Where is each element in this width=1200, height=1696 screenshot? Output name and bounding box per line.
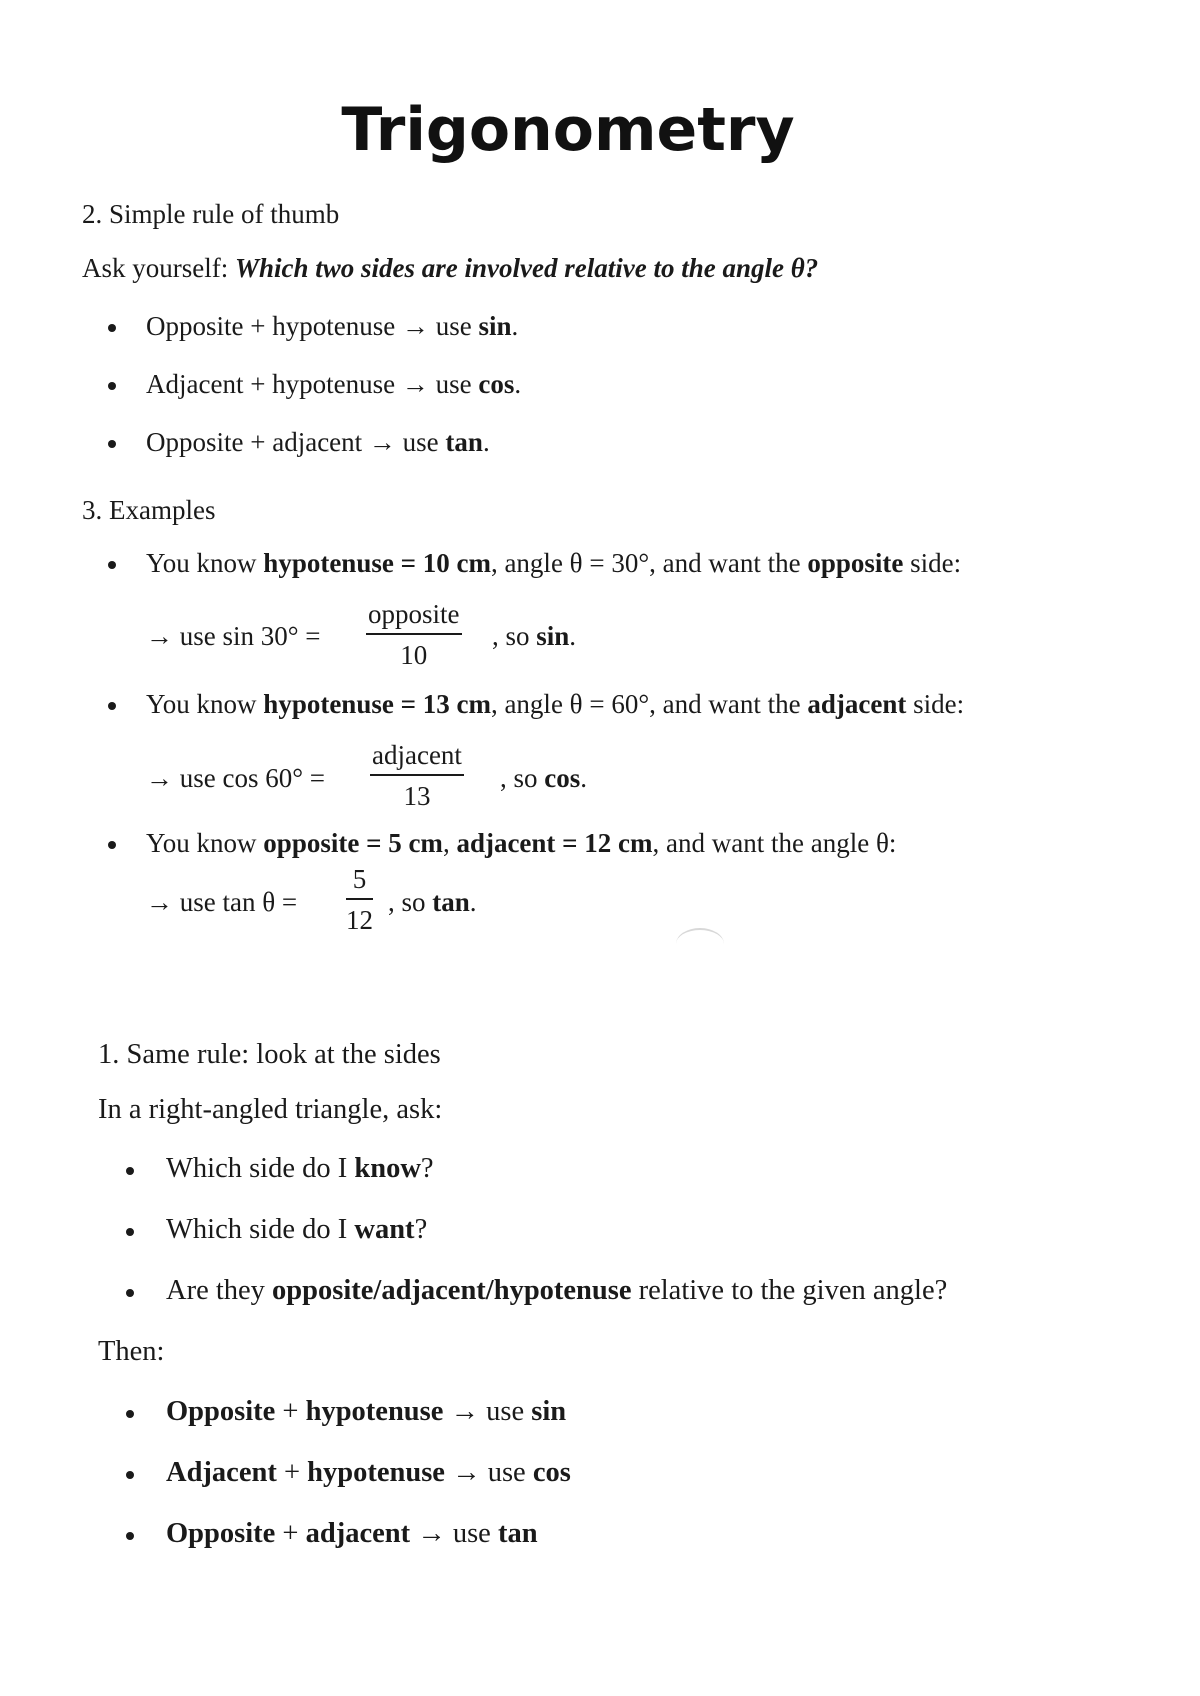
text: , angle θ = 60°, and want the: [490, 689, 808, 719]
text: side:: [903, 548, 962, 578]
question-relative: [166, 1272, 947, 1310]
rule-item-cos: [146, 366, 521, 402]
example-1-fraction: [366, 597, 462, 672]
emphasis: know: [354, 1153, 421, 1184]
example-3-conclusion: [388, 884, 477, 920]
side: Opposite: [166, 1518, 276, 1549]
function-name: tan: [432, 887, 470, 917]
text: ,: [442, 828, 457, 858]
known-value: hypotenuse = 13 cm: [263, 689, 491, 719]
rule-end: .: [514, 369, 522, 399]
section-1-heading: [98, 1036, 441, 1074]
emphasis: want: [354, 1214, 415, 1245]
bullet-icon: [126, 1471, 134, 1479]
text: , and want the angle θ:: [652, 828, 897, 858]
text: , so: [388, 887, 433, 917]
side: hypotenuse: [307, 1457, 445, 1488]
bullet-icon: [108, 702, 116, 710]
rule-arrow: → use: [395, 369, 479, 399]
function-name: cos: [532, 1457, 571, 1488]
bullet-icon: [108, 324, 116, 332]
text: rule: look at the sides: [196, 1039, 441, 1070]
text: Which side do I: [166, 1214, 355, 1245]
text: .: [469, 887, 477, 917]
bullet-icon: [126, 1532, 134, 1540]
text: , angle θ = 30°, and want the: [490, 548, 808, 578]
wanted-side: opposite: [807, 548, 904, 578]
then-rule-sin: [166, 1393, 566, 1431]
section-3-heading: 3. Examples: [82, 495, 216, 525]
text: ?: [420, 1153, 434, 1184]
bullet-icon: [108, 841, 116, 849]
known-value: adjacent = 12 cm: [456, 828, 653, 858]
fraction-denominator: 12: [346, 905, 373, 935]
rule-end: .: [511, 311, 519, 341]
fraction-denominator: 10: [400, 640, 428, 670]
fraction-numerator: 5: [352, 864, 367, 894]
text: You know: [146, 689, 264, 719]
rule-sides: Opposite + adjacent: [146, 427, 363, 457]
rule-arrow: → use: [395, 311, 479, 341]
example-3-statement: [146, 825, 896, 861]
ask-question: Which two sides are involved relative to the angle θ?: [234, 253, 819, 283]
rule-arrow: → use: [362, 427, 446, 457]
question-want: [166, 1211, 427, 1249]
side: Adjacent: [166, 1457, 277, 1488]
faint-arc-mark: [676, 928, 724, 960]
rule-fn: sin: [478, 311, 512, 341]
text: → use: [444, 1457, 533, 1488]
text: +: [275, 1518, 306, 1549]
side: hypotenuse: [305, 1396, 444, 1427]
rule-fn: cos: [478, 369, 515, 399]
known-value: hypotenuse = 10 cm: [263, 548, 491, 578]
page-title: Trigonometry: [341, 95, 795, 165]
function-name: sin: [536, 621, 570, 651]
wanted-side: adjacent: [807, 689, 907, 719]
text: 1. Same: [98, 1039, 197, 1070]
side: Opposite: [166, 1396, 276, 1427]
text: , so: [500, 763, 545, 793]
text: → use: [443, 1396, 532, 1427]
question-know: [166, 1150, 434, 1188]
fraction-bar: [370, 774, 464, 776]
ask-yourself-line: [82, 250, 818, 286]
fraction-bar: [366, 633, 462, 635]
ask-prefix: Ask yourself:: [82, 253, 235, 283]
function-name: cos: [544, 763, 581, 793]
fraction-denominator: 13: [403, 781, 431, 811]
fraction-numerator: adjacent: [372, 740, 462, 770]
text: Are they: [166, 1275, 273, 1306]
text: +: [276, 1457, 308, 1488]
text: , so: [492, 621, 537, 651]
example-2-conclusion: [500, 760, 587, 796]
then-rule-cos: [166, 1454, 571, 1492]
text: ?: [414, 1214, 428, 1245]
example-2-use: → use cos 60° =: [146, 763, 326, 793]
rule-item-tan: [146, 424, 490, 460]
text: → use: [410, 1518, 498, 1549]
text: side:: [906, 689, 965, 719]
fraction-bar: [346, 898, 373, 900]
emphasis: opposite/adjacent/hypotenuse: [272, 1275, 632, 1306]
example-2-fraction: [370, 738, 464, 813]
section-1-intro: In a right-angled triangle, ask:: [98, 1094, 443, 1125]
text: You know: [146, 828, 264, 858]
bullet-icon: [108, 382, 116, 390]
rule-end: .: [482, 427, 490, 457]
rule-sides: Adjacent + hypotenuse: [146, 369, 396, 399]
side: adjacent: [305, 1518, 411, 1549]
bullet-icon: [126, 1167, 134, 1175]
bullet-icon: [126, 1289, 134, 1297]
bullet-icon: [126, 1410, 134, 1418]
known-value: opposite = 5 cm: [263, 828, 443, 858]
example-1-use: → use sin 30° =: [146, 621, 321, 651]
text: You know: [146, 548, 264, 578]
function-name: sin: [531, 1396, 567, 1427]
text: Which side do I: [166, 1153, 355, 1184]
example-1-statement: [146, 545, 961, 581]
example-2-statement: [146, 686, 964, 722]
bullet-icon: [108, 561, 116, 569]
section-2-heading: 2. Simple rule of thumb: [82, 199, 340, 229]
fraction-numerator: opposite: [368, 599, 460, 629]
rule-sides: Opposite + hypotenuse: [146, 311, 396, 341]
bullet-icon: [108, 440, 116, 448]
then-rule-tan: [166, 1515, 538, 1553]
bullet-icon: [126, 1228, 134, 1236]
rule-item-sin: [146, 308, 518, 344]
example-3-use: → use tan θ =: [146, 887, 298, 917]
then-label: Then:: [98, 1336, 165, 1367]
example-3-fraction: [346, 862, 373, 937]
text: +: [275, 1396, 306, 1427]
example-1-conclusion: [492, 618, 576, 654]
text: .: [580, 763, 588, 793]
rule-fn: tan: [445, 427, 483, 457]
function-name: tan: [497, 1518, 538, 1549]
text: relative to the given angle?: [631, 1275, 948, 1306]
text: .: [569, 621, 577, 651]
